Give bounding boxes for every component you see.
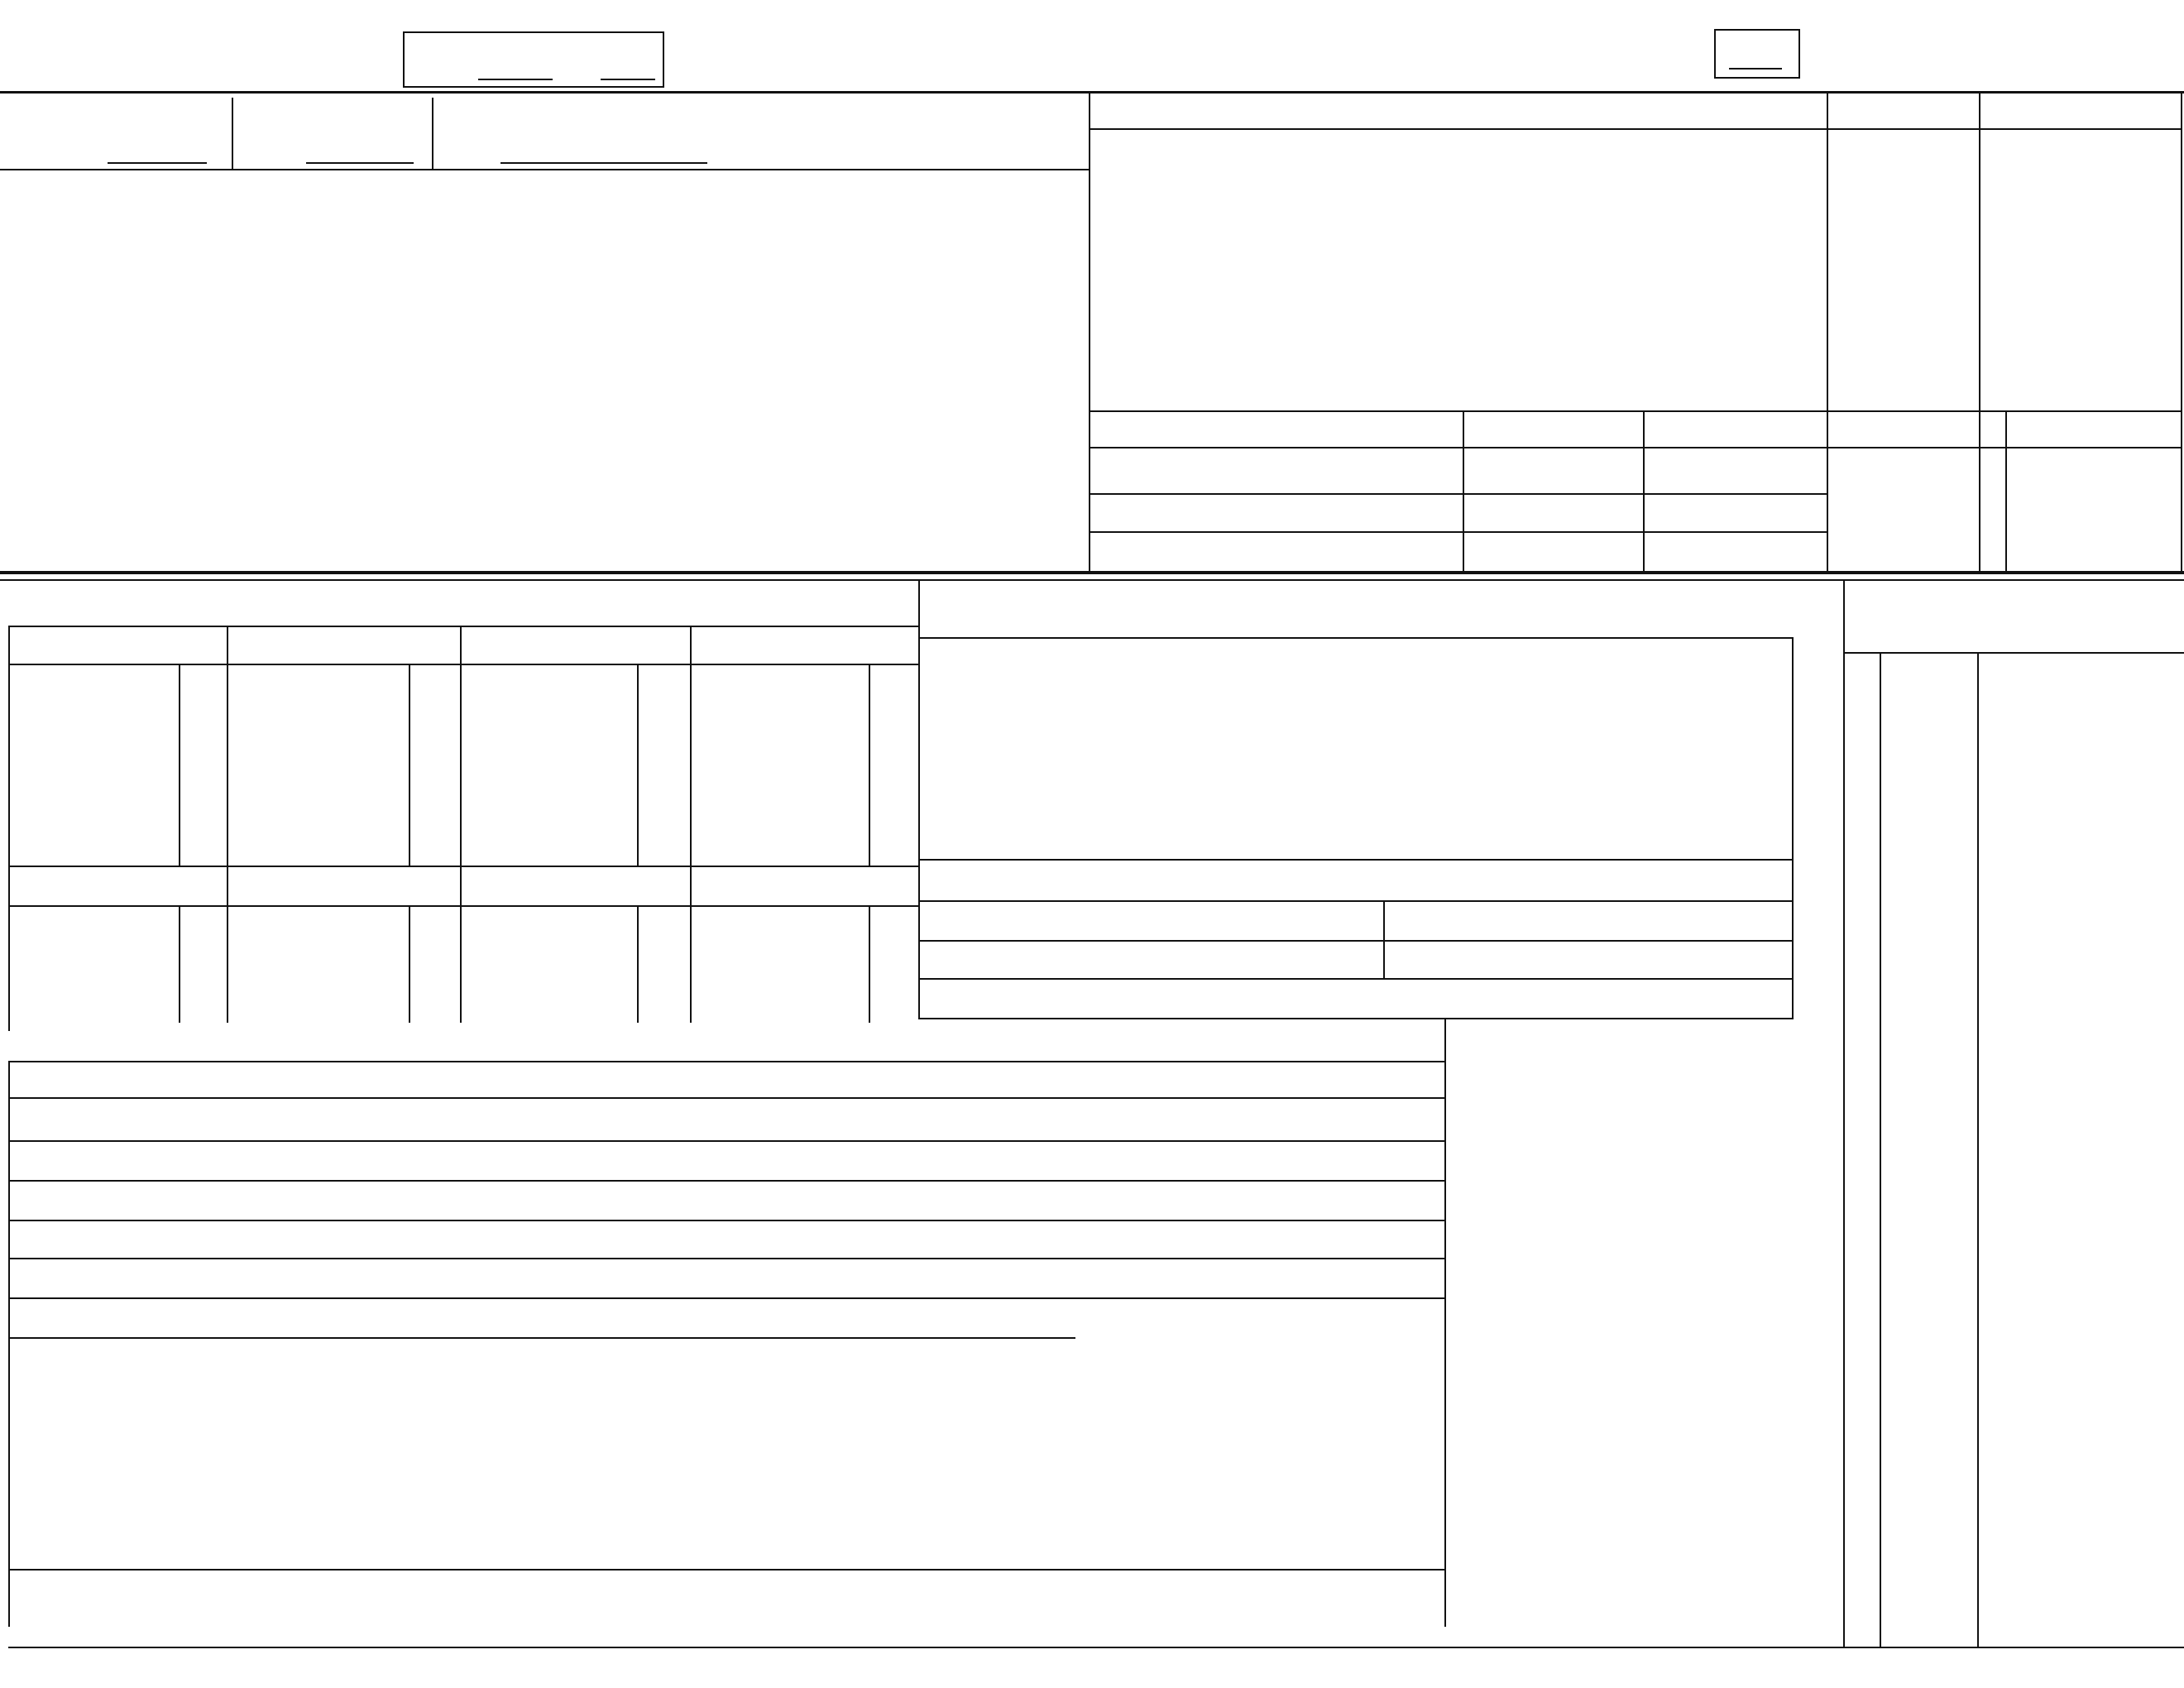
barcode xyxy=(438,1422,1097,1521)
district-box xyxy=(1714,29,1800,79)
